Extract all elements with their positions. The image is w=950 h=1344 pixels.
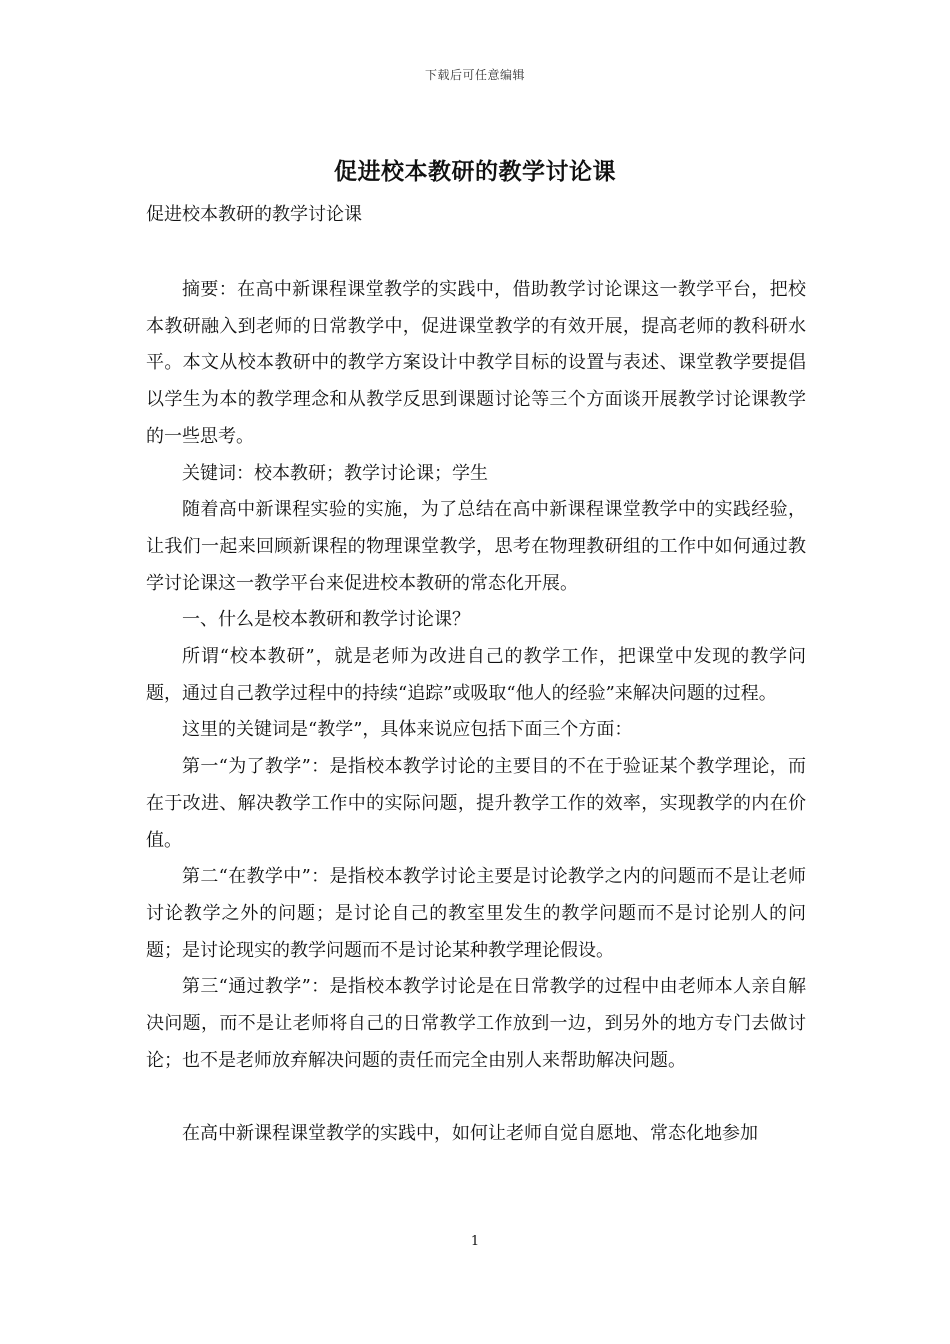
continuation-paragraph: 在高中新课程课堂教学的实践中，如何让老师自觉自愿地、常态化地参加 xyxy=(182,1123,758,1145)
point-two-paragraph: 第二“在教学中”：是指校本教学讨论主要是讨论教学之内的问题而不是让老师讨论教学之外的问题；是讨论自己的教室里发生的教学问题而不是讨论别人的问题；是讨论现实的教学问题而不是讨论某种教学理论假设。 xyxy=(146,866,806,961)
point-three-paragraph: 第三“通过教学”：是指校本教学讨论是在日常教学的过程中由老师本人亲自解决问题，而不是让老师将自己的日常教学工作放到一边，到另外的地方专门去做讨论；也不是老师放弃解决问题的责任而完全由别人来帮助解决问题。 xyxy=(146,976,806,1071)
body-text xyxy=(146,272,806,1153)
document-subtitle: 促进校本教研的教学讨论课 xyxy=(146,204,362,225)
section-heading: 一、什么是校本教研和教学讨论课？ xyxy=(182,609,470,631)
keywords-paragraph: 关键词：校本教研；教学讨论课；学生 xyxy=(182,462,488,484)
keyword-paragraph: 这里的关键词是“教学”，具体来说应包括下面三个方面： xyxy=(182,719,633,741)
abstract-paragraph: 摘要：在高中新课程课堂教学的实践中，借助教学讨论课这一教学平台，把校本教研融入到老师的日常教学中，促进课堂教学的有效开展，提高老师的教科研水平。本文从校本教研中的教学方案设计中教学目标的设置与表述、课堂教学要提倡以学生为本的教学理念和从教学反思到课题讨论等三个方面谈开展教学讨论课教学的一些思考。 xyxy=(146,279,806,447)
page-number: 1 xyxy=(470,1234,480,1249)
definition-paragraph: 所谓“校本教研”，就是老师为改进自己的教学工作，把课堂中发现的教学问题，通过自己教学过程中的持续“追踪”或吸取“他人的经验”来解决问题的过程。 xyxy=(146,646,806,704)
intro-paragraph: 随着高中新课程实验的实施，为了总结在高中新课程课堂教学中的实践经验，让我们一起来回顾新课程的物理课堂教学，思考在物理教研组的工作中如何通过教学讨论课这一教学平台来促进校本教研的常态化开展。 xyxy=(146,499,806,594)
point-one-paragraph: 第一“为了教学”：是指校本教学讨论的主要目的不在于验证某个教学理论，而在于改进、解决教学工作中的实际问题，提升教学工作的效率，实现教学的内在价值。 xyxy=(146,756,806,851)
document-title: 促进校本教研的教学讨论课 xyxy=(334,158,616,185)
header-note: 下载后可任意编辑 xyxy=(424,68,525,82)
